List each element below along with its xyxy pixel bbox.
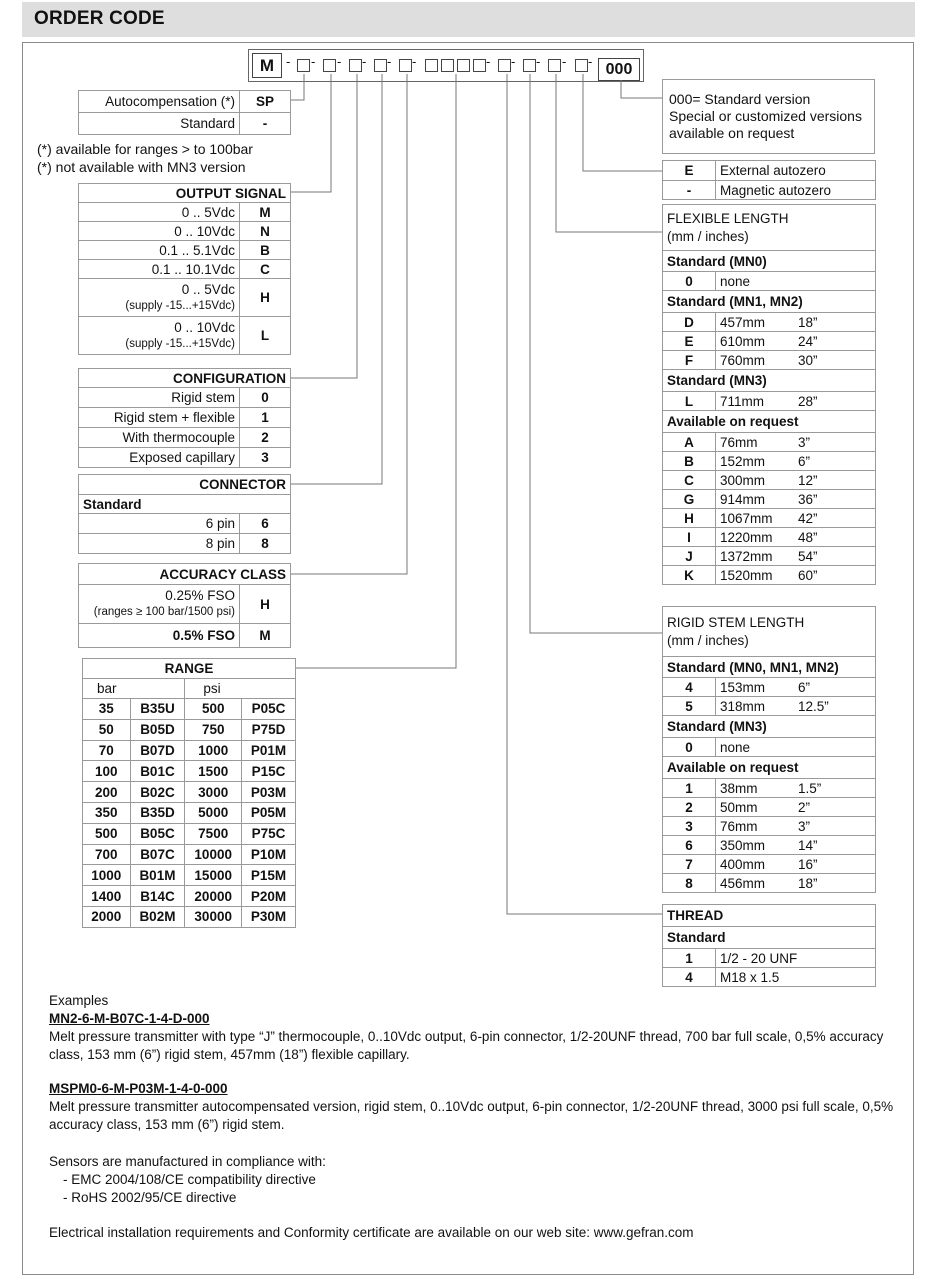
autozero-table — [662, 160, 876, 200]
range-row — [83, 719, 296, 740]
output-signal-title: OUTPUT SIGNAL — [79, 184, 291, 203]
output-code: C — [240, 260, 291, 279]
rigid-stem-unit: (mm / inches) — [667, 632, 749, 648]
length-code: J — [663, 547, 716, 566]
range-cell: 2000 — [83, 906, 131, 927]
page-title: ORDER CODE — [34, 8, 165, 29]
range-cell: 5000 — [185, 802, 242, 823]
range-cell: B02C — [130, 782, 185, 803]
length-mm: 760mm — [716, 351, 795, 370]
range-bar-label: bar — [83, 679, 185, 699]
length-row — [663, 798, 876, 817]
accuracy-sublabel: (ranges ≥ 100 bar/1500 psi) — [93, 606, 235, 618]
accuracy-code: M — [240, 624, 291, 648]
note-line: (*) available for ranges > to 100bar — [37, 141, 253, 157]
group-heading: Standard (MN3) — [663, 370, 876, 392]
notes — [37, 140, 253, 176]
length-in: 28” — [794, 392, 876, 411]
length-mm: 1067mm — [716, 509, 795, 528]
length-code: 0 — [663, 738, 716, 757]
code-dash: - — [387, 54, 392, 69]
connector-title: CONNECTOR — [79, 475, 291, 495]
range-row — [83, 782, 296, 803]
length-row — [663, 566, 876, 585]
range-cell: 3000 — [185, 782, 242, 803]
range-cell: P05C — [242, 699, 296, 720]
group-heading: Available on request — [663, 757, 876, 779]
range-cell: 100 — [83, 761, 131, 782]
connector-code: 8 — [240, 534, 291, 554]
range-cell: 500 — [83, 823, 131, 844]
length-mm: 914mm — [716, 490, 795, 509]
length-code: A — [663, 433, 716, 452]
length-mm: 711mm — [716, 392, 795, 411]
range-cell: 10000 — [185, 844, 242, 865]
code-dash: - — [588, 54, 593, 69]
length-in: 3” — [794, 433, 876, 452]
range-cell: B05D — [130, 719, 185, 740]
range-cell: 30000 — [185, 906, 242, 927]
length-row — [663, 836, 876, 855]
output-label: 0 .. 5Vdc — [79, 203, 240, 222]
range-cell: P30M — [242, 906, 296, 927]
thread-subheading: Standard — [663, 927, 876, 949]
length-in: 48” — [794, 528, 876, 547]
range-cell: 1000 — [83, 865, 131, 886]
range-cell: P75C — [242, 823, 296, 844]
length-code: G — [663, 490, 716, 509]
autocompensation-table — [78, 90, 291, 135]
length-row — [663, 471, 876, 490]
range-cell: P05M — [242, 802, 296, 823]
range-cell: 1400 — [83, 886, 131, 907]
accuracy-code: H — [240, 585, 291, 624]
range-cell: 500 — [185, 699, 242, 720]
length-code: 4 — [663, 678, 716, 697]
range-row — [83, 865, 296, 886]
range-row — [83, 823, 296, 844]
length-in: 16” — [794, 855, 876, 874]
range-cell: 70 — [83, 740, 131, 761]
length-mm: 300mm — [716, 471, 795, 490]
length-code: F — [663, 351, 716, 370]
range-row — [83, 906, 296, 927]
range-row — [83, 740, 296, 761]
range-cell: B02M — [130, 906, 185, 927]
range-cell: P15C — [242, 761, 296, 782]
output-label: 0 .. 10Vdc — [79, 222, 240, 241]
length-mm: 350mm — [716, 836, 795, 855]
range-cell: P01M — [242, 740, 296, 761]
length-code: 7 — [663, 855, 716, 874]
example-description: Melt pressure transmitter autocompensated version, rigid stem, 0..10Vdc output, 6-pin connector, 1/2-20UNF thread, 3000 psi full scale, 0,5% accuracy class, 153 mm (6”) rigid stem. — [49, 1099, 894, 1132]
connector-label: 8 pin — [79, 534, 240, 554]
output-signal-table — [78, 183, 291, 355]
standard-version-line: Special or customized versions — [669, 108, 862, 124]
autozero-label: Magnetic autozero — [716, 181, 876, 200]
thread-code: 1 — [663, 949, 716, 968]
length-row — [663, 509, 876, 528]
configuration-title: CONFIGURATION — [79, 369, 291, 388]
length-mm: 50mm — [716, 798, 795, 817]
length-row — [663, 490, 876, 509]
range-cell: P10M — [242, 844, 296, 865]
standard-version-line: available on request — [669, 125, 795, 141]
rigid-stem-table — [662, 606, 876, 893]
length-row — [663, 392, 876, 411]
length-mm: 152mm — [716, 452, 795, 471]
length-row — [663, 433, 876, 452]
length-in: 6” — [794, 678, 876, 697]
compliance-item: - RoHS 2002/95/CE directive — [63, 1190, 237, 1205]
length-code: 5 — [663, 697, 716, 716]
config-code: 2 — [240, 428, 291, 448]
length-in: 3” — [794, 817, 876, 836]
length-in: 42” — [794, 509, 876, 528]
thread-code: 4 — [663, 968, 716, 987]
length-mm: 400mm — [716, 855, 795, 874]
code-prefix-box: M — [252, 53, 282, 78]
config-code: 0 — [240, 388, 291, 408]
length-mm: 1220mm — [716, 528, 795, 547]
length-in: 18” — [794, 313, 876, 332]
examples-section — [49, 992, 907, 1242]
accuracy-title: ACCURACY CLASS — [79, 564, 291, 585]
length-row — [663, 272, 876, 291]
length-row — [663, 351, 876, 370]
group-heading: Standard (MN1, MN2) — [663, 291, 876, 313]
range-cell: B14C — [130, 886, 185, 907]
group-heading: Standard (MN3) — [663, 716, 876, 738]
compliance-intro: Sensors are manufactured in compliance with: — [49, 1154, 326, 1169]
configuration-table — [78, 368, 291, 468]
range-cell: P15M — [242, 865, 296, 886]
autozero-code: - — [663, 181, 716, 200]
accuracy-table — [78, 563, 291, 648]
range-cell: 50 — [83, 719, 131, 740]
length-row — [663, 332, 876, 351]
length-code: L — [663, 392, 716, 411]
flexible-length-unit: (mm / inches) — [667, 228, 749, 244]
range-cell: 700 — [83, 844, 131, 865]
length-row — [663, 855, 876, 874]
autocomp-label: Autocompensation (*) — [79, 91, 240, 113]
autocomp-label: Standard — [79, 113, 240, 135]
range-cell: B35D — [130, 802, 185, 823]
range-cell: 750 — [185, 719, 242, 740]
compliance-item: - EMC 2004/108/CE compatibility directive — [63, 1172, 316, 1187]
code-dash: - — [511, 54, 516, 69]
thread-title: THREAD — [663, 905, 876, 927]
range-row — [83, 886, 296, 907]
length-mm: 1520mm — [716, 566, 795, 585]
config-code: 3 — [240, 448, 291, 468]
range-cell: B07D — [130, 740, 185, 761]
length-mm: none — [716, 738, 795, 757]
range-row — [83, 802, 296, 823]
range-cell: P03M — [242, 782, 296, 803]
config-label: Rigid stem — [79, 388, 240, 408]
autozero-label: External autozero — [716, 161, 876, 181]
range-cell: 350 — [83, 802, 131, 823]
range-cell: 35 — [83, 699, 131, 720]
flexible-length-table — [662, 204, 876, 585]
code-dash: - — [486, 54, 491, 69]
rigid-stem-title: RIGID STEM LENGTH — [667, 614, 805, 630]
range-cell: 1500 — [185, 761, 242, 782]
length-row — [663, 697, 876, 716]
length-in: 24” — [794, 332, 876, 351]
length-in: 12.5” — [794, 697, 876, 716]
group-heading: Available on request — [663, 411, 876, 433]
length-code: 3 — [663, 817, 716, 836]
range-cell: P20M — [242, 886, 296, 907]
standard-version-box — [662, 79, 875, 154]
range-cell: B35U — [130, 699, 185, 720]
length-mm: 76mm — [716, 433, 795, 452]
length-row — [663, 678, 876, 697]
length-in — [794, 738, 876, 757]
length-code: K — [663, 566, 716, 585]
length-row — [663, 874, 876, 893]
range-row — [83, 699, 296, 720]
thread-label: M18 x 1.5 — [716, 968, 876, 987]
range-table — [82, 658, 296, 928]
note-line: (*) not available with MN3 version — [37, 159, 246, 175]
group-heading: Standard (MN0, MN1, MN2) — [663, 657, 876, 678]
footer-note: Electrical installation requirements and Conformity certificate are available on our web site: www.gefran.com — [49, 1225, 694, 1240]
output-code: L — [240, 317, 291, 355]
example-code: MN2-6-M-B07C-1-4-D-000 — [49, 1011, 210, 1026]
output-sublabel: (supply -15...+15Vdc) — [125, 337, 235, 350]
output-label: 0 .. 5Vdc — [181, 281, 235, 297]
length-row — [663, 547, 876, 566]
length-in: 36” — [794, 490, 876, 509]
length-in: 6” — [794, 452, 876, 471]
autocomp-code: SP — [240, 91, 291, 113]
accuracy-label: 0.25% FSO — [165, 588, 235, 603]
range-cell: B07C — [130, 844, 185, 865]
length-in: 12” — [794, 471, 876, 490]
range-cell: 1000 — [185, 740, 242, 761]
length-code: 6 — [663, 836, 716, 855]
length-mm: 1372mm — [716, 547, 795, 566]
code-dash: - — [286, 54, 291, 69]
range-title: RANGE — [83, 659, 296, 679]
range-cell: B01M — [130, 865, 185, 886]
range-row — [83, 844, 296, 865]
length-row — [663, 313, 876, 332]
group-heading: Standard (MN0) — [663, 251, 876, 272]
length-mm: 153mm — [716, 678, 795, 697]
length-code: D — [663, 313, 716, 332]
length-mm: 456mm — [716, 874, 795, 893]
length-code: H — [663, 509, 716, 528]
output-code: H — [240, 279, 291, 317]
range-psi-label: psi — [185, 679, 296, 699]
length-code: I — [663, 528, 716, 547]
config-code: 1 — [240, 408, 291, 428]
length-mm: 318mm — [716, 697, 795, 716]
code-dash: - — [562, 54, 567, 69]
length-in: 2” — [794, 798, 876, 817]
length-in — [794, 272, 876, 291]
length-code: 1 — [663, 779, 716, 798]
code-dash: - — [337, 54, 342, 69]
autozero-code: E — [663, 161, 716, 181]
range-cell: 20000 — [185, 886, 242, 907]
accuracy-label: 0.5% FSO — [79, 624, 240, 648]
example-code: MSPM0-6-M-P03M-1-4-0-000 — [49, 1081, 228, 1096]
config-label: With thermocouple — [79, 428, 240, 448]
thread-label: 1/2 - 20 UNF — [716, 949, 876, 968]
range-cell: 15000 — [185, 865, 242, 886]
thread-table — [662, 904, 876, 987]
code-dash: - — [311, 54, 316, 69]
autocomp-code: - — [240, 113, 291, 135]
example-description: Melt pressure transmitter with type “J” thermocouple, 0..10Vdc output, 6-pin connector, 1/2-20UNF thread, 700 bar full scale, 0,5% accuracy class, 153 mm (6”) rigid stem, 457mm (18”) flexible capillary. — [49, 1029, 884, 1062]
length-code: C — [663, 471, 716, 490]
length-row — [663, 528, 876, 547]
length-row — [663, 452, 876, 471]
length-code: 0 — [663, 272, 716, 291]
length-row — [663, 817, 876, 836]
length-code: E — [663, 332, 716, 351]
code-dash: - — [412, 54, 417, 69]
length-code: 2 — [663, 798, 716, 817]
length-mm: 457mm — [716, 313, 795, 332]
length-mm: 610mm — [716, 332, 795, 351]
range-cell: P75D — [242, 719, 296, 740]
length-in: 30” — [794, 351, 876, 370]
examples-heading: Examples — [49, 993, 109, 1008]
connector-table — [78, 474, 291, 554]
standard-version-line: 000= Standard version — [669, 91, 811, 107]
length-mm: 76mm — [716, 817, 795, 836]
output-label: 0.1 .. 10.1Vdc — [79, 260, 240, 279]
output-code: M — [240, 203, 291, 222]
output-code: B — [240, 241, 291, 260]
range-cell: 200 — [83, 782, 131, 803]
config-label: Exposed capillary — [79, 448, 240, 468]
length-in: 1.5” — [794, 779, 876, 798]
length-in: 60” — [794, 566, 876, 585]
connector-subheading: Standard — [79, 495, 291, 514]
connector-label: 6 pin — [79, 514, 240, 534]
output-label: 0.1 .. 5.1Vdc — [79, 241, 240, 260]
connector-code: 6 — [240, 514, 291, 534]
config-label: Rigid stem + flexible — [79, 408, 240, 428]
length-in: 18” — [794, 874, 876, 893]
range-row — [83, 761, 296, 782]
output-code: N — [240, 222, 291, 241]
length-code: B — [663, 452, 716, 471]
code-suffix-box: 000 — [598, 58, 640, 81]
length-code: 8 — [663, 874, 716, 893]
length-mm: none — [716, 272, 795, 291]
flexible-length-title: FLEXIBLE LENGTH — [667, 210, 789, 226]
length-row — [663, 738, 876, 757]
output-sublabel: (supply -15...+15Vdc) — [125, 299, 235, 312]
length-mm: 38mm — [716, 779, 795, 798]
length-row — [663, 779, 876, 798]
code-dash: - — [362, 54, 367, 69]
range-cell: B01C — [130, 761, 185, 782]
range-cell: 7500 — [185, 823, 242, 844]
length-in: 54” — [794, 547, 876, 566]
length-in: 14” — [794, 836, 876, 855]
code-dash: - — [536, 54, 541, 69]
output-label: 0 .. 10Vdc — [174, 319, 235, 335]
range-cell: B05C — [130, 823, 185, 844]
